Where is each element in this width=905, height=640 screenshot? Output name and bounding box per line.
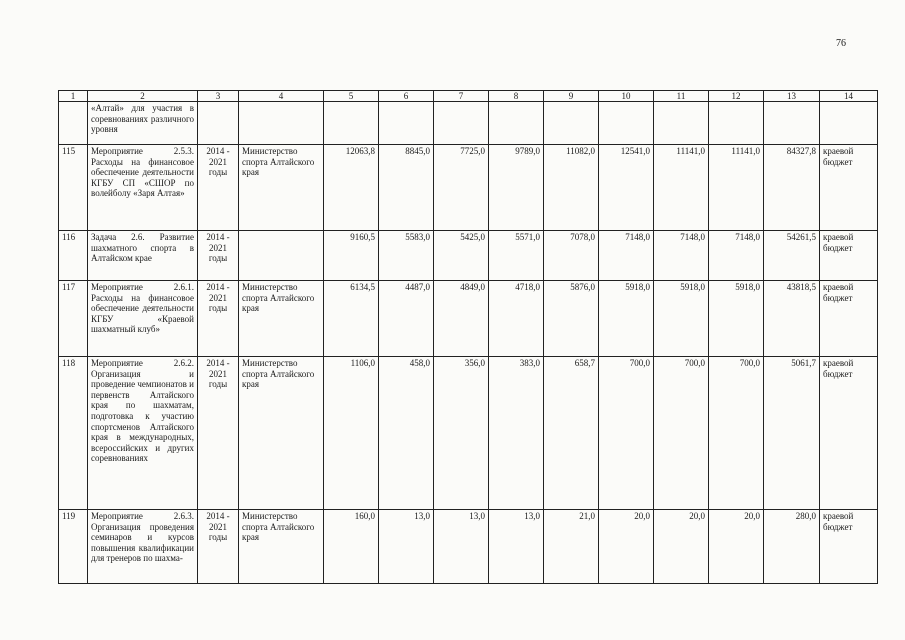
row-index: 117 — [59, 281, 88, 357]
value-cell: 13,0 — [434, 510, 489, 584]
value-cell: 658,7 — [544, 357, 599, 510]
row-years: 2014 - 2021 годы — [198, 231, 239, 281]
value-cell: 700,0 — [599, 357, 654, 510]
table-row — [59, 510, 878, 584]
column-header: 6 — [379, 91, 434, 102]
total-cell: 5061,7 — [764, 357, 820, 510]
total-cell: 43818,5 — [764, 281, 820, 357]
column-header: 3 — [198, 91, 239, 102]
value-cell: 12063,8 — [324, 145, 379, 231]
value-cell: 7725,0 — [434, 145, 489, 231]
row-description: Мероприятие 2.6.3. Организация проведения семинаров и курсов повышения квалификации для тренеров по шахма- — [88, 510, 198, 584]
value-cell: 7148,0 — [599, 231, 654, 281]
value-cell: 13,0 — [489, 510, 544, 584]
row-source: краевой бюджет — [820, 357, 878, 510]
row-years: 2014 - 2021 годы — [198, 145, 239, 231]
column-header-row — [59, 91, 878, 102]
column-header: 2 — [88, 91, 198, 102]
value-cell: 160,0 — [324, 510, 379, 584]
row-executor: Министерство спорта Алтайского края — [239, 281, 324, 357]
table-row — [59, 231, 878, 281]
row-index: 118 — [59, 357, 88, 510]
row-executor: Министерство спорта Алтайского края — [239, 510, 324, 584]
value-cell: 13,0 — [379, 510, 434, 584]
row-index: 119 — [59, 510, 88, 584]
value-cell: 356,0 — [434, 357, 489, 510]
column-header: 7 — [434, 91, 489, 102]
row-source: краевой бюджет — [820, 145, 878, 231]
total-cell: 280,0 — [764, 510, 820, 584]
row-description: Мероприятие 2.6.1. Расходы на финансовое обеспечение деятельности КГБУ «Краевой шахматный клуб» — [88, 281, 198, 357]
value-cell: 20,0 — [599, 510, 654, 584]
row-description: Задача 2.6. Развитие шахматного спорта в Алтайском крае — [88, 231, 198, 281]
value-cell: 4718,0 — [489, 281, 544, 357]
row-executor: Министерство спорта Алтайского края — [239, 145, 324, 231]
continuation-row — [59, 102, 878, 145]
column-header: 9 — [544, 91, 599, 102]
total-cell: 84327,8 — [764, 145, 820, 231]
row-source: краевой бюджет — [820, 231, 878, 281]
value-cell: 11141,0 — [654, 145, 709, 231]
column-header: 14 — [820, 91, 878, 102]
table-row — [59, 145, 878, 231]
value-cell: 5876,0 — [544, 281, 599, 357]
row-index: 116 — [59, 231, 88, 281]
column-header: 4 — [239, 91, 324, 102]
value-cell: 20,0 — [654, 510, 709, 584]
value-cell: 8845,0 — [379, 145, 434, 231]
value-cell: 700,0 — [654, 357, 709, 510]
value-cell: 7148,0 — [709, 231, 764, 281]
column-header: 11 — [654, 91, 709, 102]
value-cell: 6134,5 — [324, 281, 379, 357]
column-header: 8 — [489, 91, 544, 102]
value-cell: 4487,0 — [379, 281, 434, 357]
value-cell: 11141,0 — [709, 145, 764, 231]
value-cell: 11082,0 — [544, 145, 599, 231]
column-header: 12 — [709, 91, 764, 102]
row-description: «Алтай» для участия в соревнованиях различного уровня — [88, 102, 198, 145]
row-description: Мероприятие 2.5.3. Расходы на финансовое обеспечение деятельности КГБУ СП «СШОР по волейболу «Заря Алтая» — [88, 145, 198, 231]
row-years: 2014 - 2021 годы — [198, 357, 239, 510]
page-number: 76 — [836, 38, 846, 49]
value-cell: 7148,0 — [654, 231, 709, 281]
row-description: Мероприятие 2.6.2. Организация и проведение чемпионатов и первенств Алтайского края по шахматам, подготовка к участию спортсменов Алтайского края в международных, всероссийских и других соревнованиях — [88, 357, 198, 510]
column-header: 1 — [59, 91, 88, 102]
value-cell: 5918,0 — [599, 281, 654, 357]
value-cell: 1106,0 — [324, 357, 379, 510]
value-cell: 20,0 — [709, 510, 764, 584]
value-cell: 9160,5 — [324, 231, 379, 281]
row-source: краевой бюджет — [820, 281, 878, 357]
row-years: 2014 - 2021 годы — [198, 510, 239, 584]
row-years: 2014 - 2021 годы — [198, 281, 239, 357]
value-cell: 7078,0 — [544, 231, 599, 281]
value-cell: 5425,0 — [434, 231, 489, 281]
row-index: 115 — [59, 145, 88, 231]
column-header: 5 — [324, 91, 379, 102]
value-cell: 12541,0 — [599, 145, 654, 231]
value-cell: 5918,0 — [654, 281, 709, 357]
value-cell: 5583,0 — [379, 231, 434, 281]
total-cell: 54261,5 — [764, 231, 820, 281]
value-cell: 9789,0 — [489, 145, 544, 231]
table-row — [59, 357, 878, 510]
column-header: 10 — [599, 91, 654, 102]
value-cell: 458,0 — [379, 357, 434, 510]
value-cell: 5571,0 — [489, 231, 544, 281]
value-cell: 21,0 — [544, 510, 599, 584]
value-cell: 383,0 — [489, 357, 544, 510]
row-executor — [239, 231, 324, 281]
value-cell: 5918,0 — [709, 281, 764, 357]
value-cell: 700,0 — [709, 357, 764, 510]
column-header: 13 — [764, 91, 820, 102]
value-cell: 4849,0 — [434, 281, 489, 357]
budget-table — [58, 90, 878, 584]
row-source: краевой бюджет — [820, 510, 878, 584]
table-row — [59, 281, 878, 357]
row-executor: Министерство спорта Алтайского края — [239, 357, 324, 510]
